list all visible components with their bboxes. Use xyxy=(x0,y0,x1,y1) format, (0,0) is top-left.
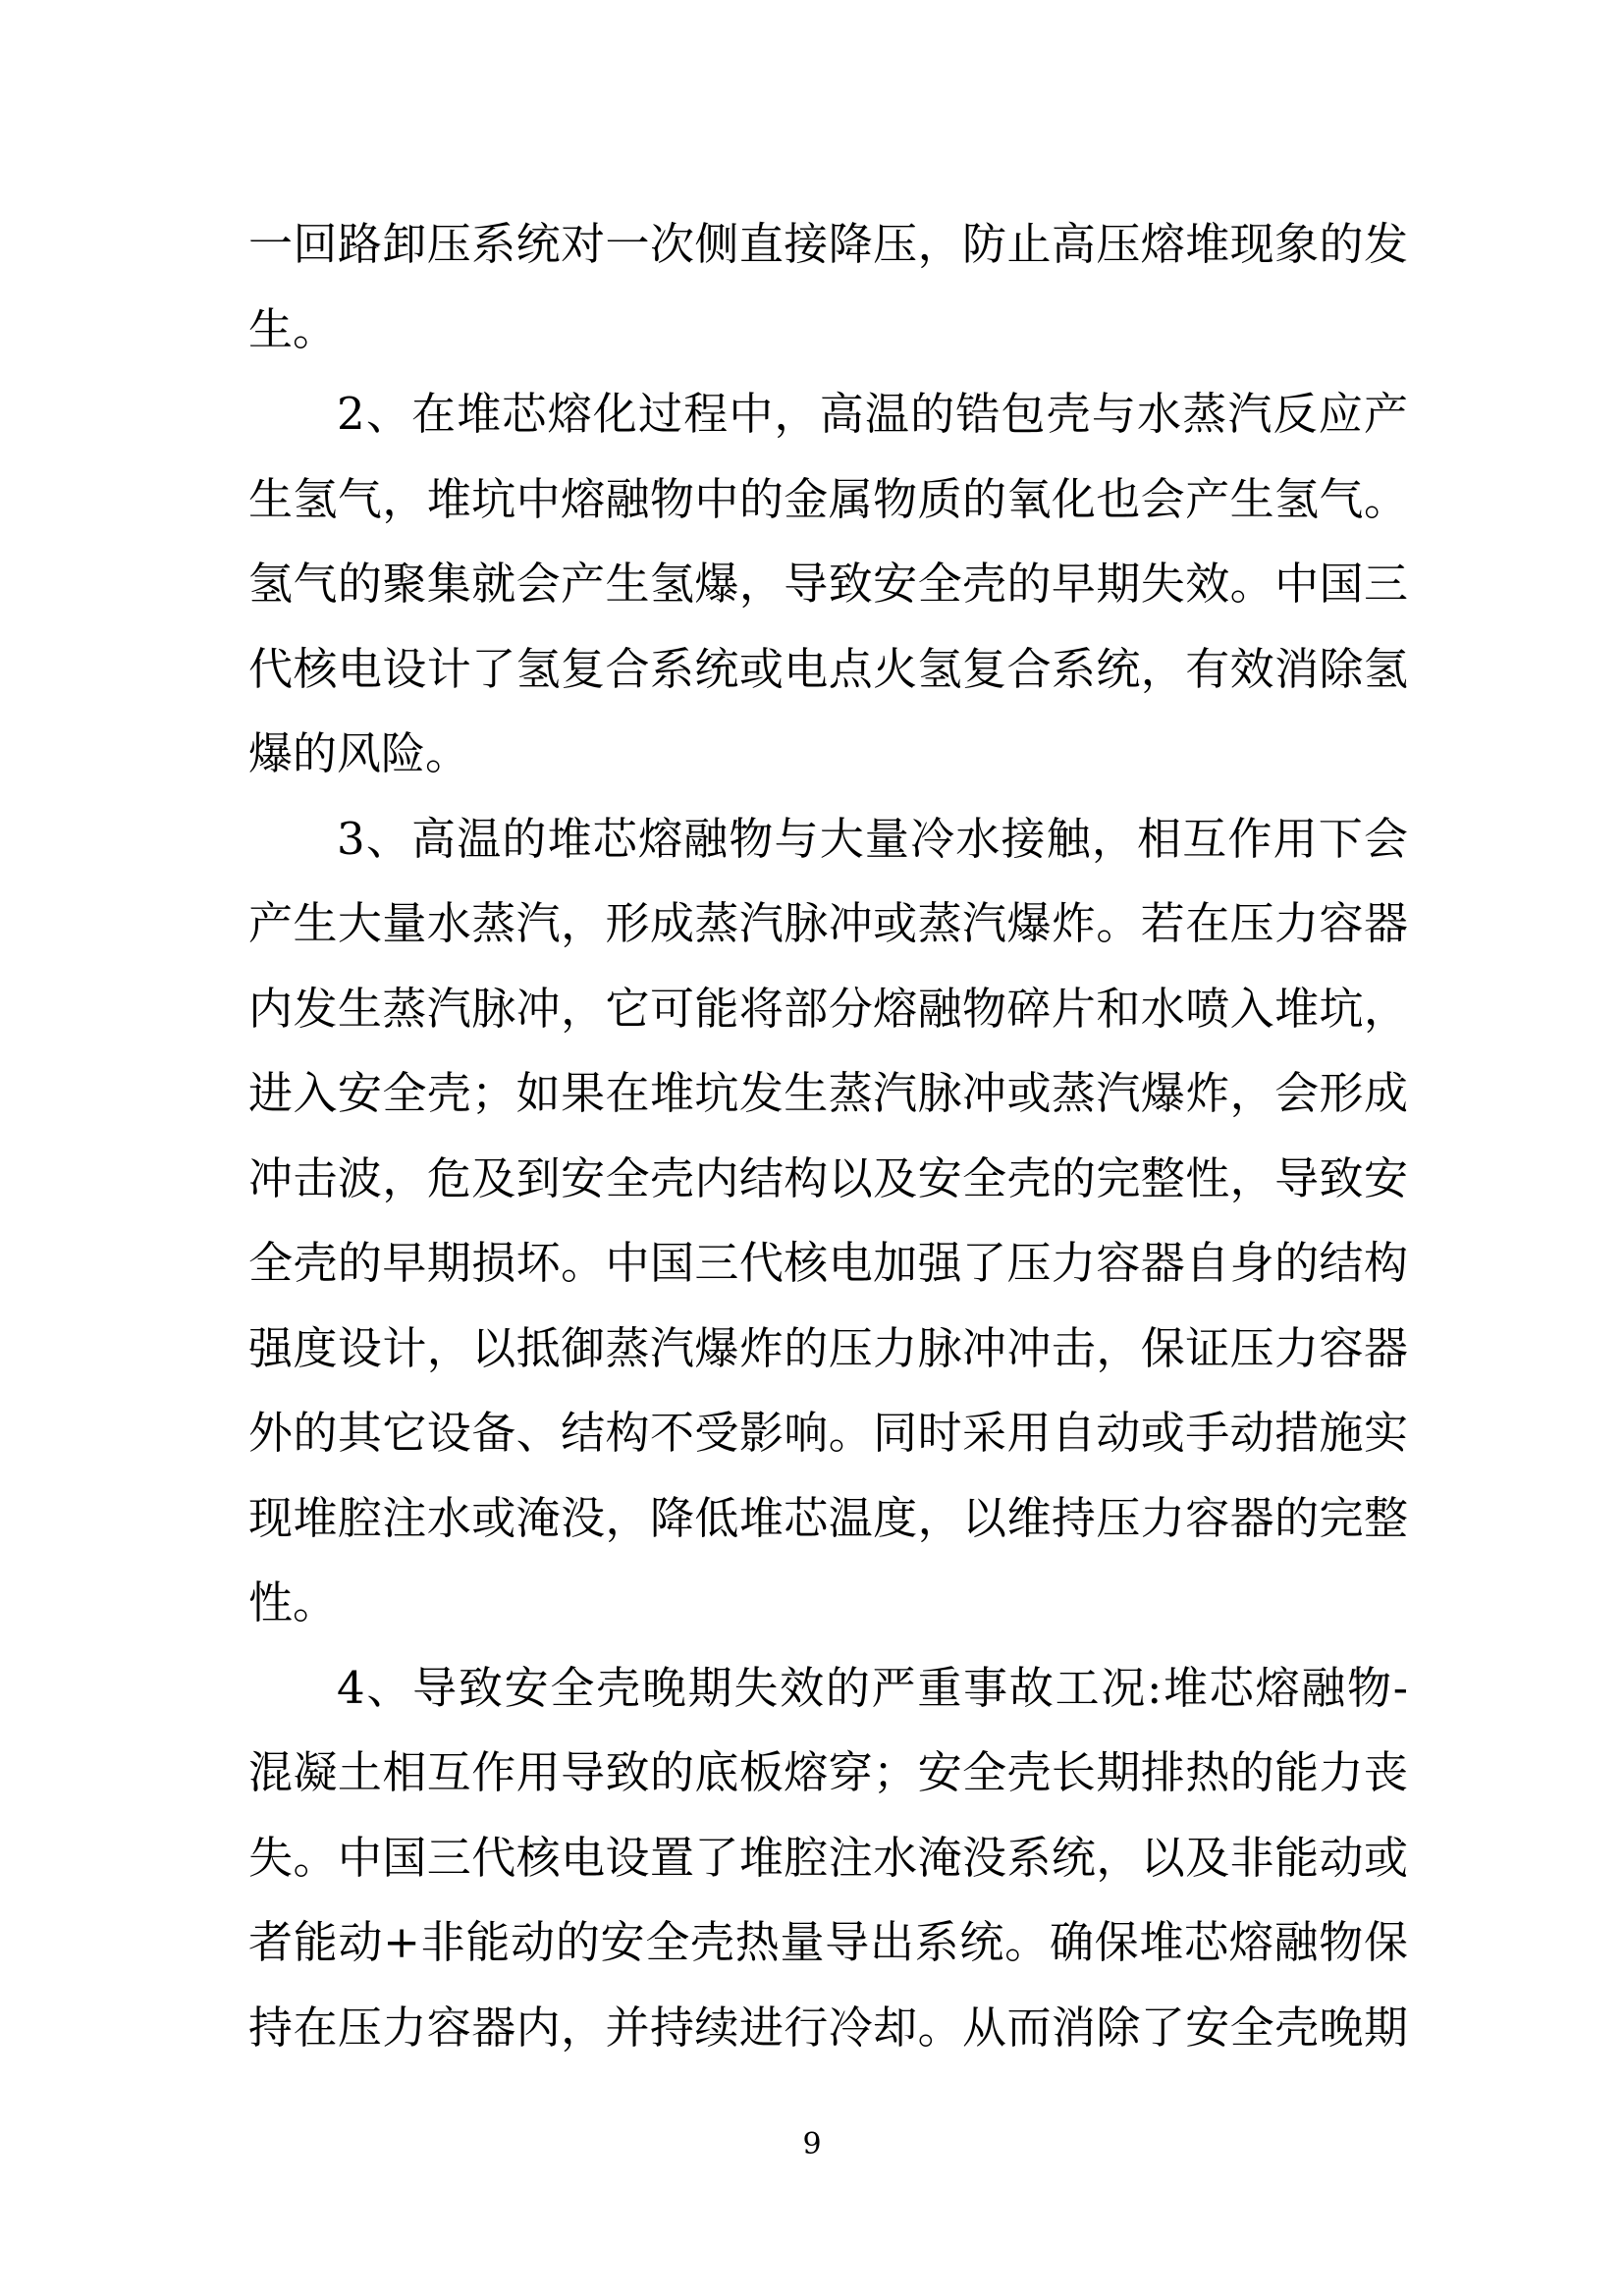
text-line: 进入安全壳；如果在堆坑发生蒸汽脉冲或蒸汽爆炸，会形成 xyxy=(248,1067,1408,1119)
text-line: 强度设计，以抵御蒸汽爆炸的压力脉冲冲击，保证压力容器 xyxy=(248,1321,1408,1374)
text-line: 3、高温的堆芯熔融物与大量冷水接触，相互作用下会 xyxy=(337,812,1408,865)
text-line: 失。中国三代核电设置了堆腔注水淹没系统，以及非能动或 xyxy=(248,1831,1408,1884)
paragraph-3 xyxy=(248,797,1408,1646)
paragraph-2 xyxy=(248,372,1408,797)
text-line: 外的其它设备、结构不受影响。同时采用自动或手动措施实 xyxy=(248,1407,1408,1459)
text-line: 代核电设计了氢复合系统或电点火氢复合系统，有效消除氢 xyxy=(248,642,1408,695)
document-body xyxy=(248,202,1408,2070)
text-line: 混凝土相互作用导致的底板熔穿；安全壳长期排热的能力丧 xyxy=(248,1746,1408,1798)
paragraph-1-continuation xyxy=(248,202,1408,372)
text-line: 内发生蒸汽脉冲，它可能将部分熔融物碎片和水喷入堆坑， xyxy=(248,982,1408,1035)
text-line: 性。 xyxy=(248,1576,338,1629)
text-line: 爆的风险。 xyxy=(248,727,470,779)
text-line: 4、导致安全壳晚期失效的严重事故工况:堆芯熔融物- xyxy=(337,1661,1408,1714)
text-line: 冲击波，危及到安全壳内结构以及安全壳的完整性，导致安 xyxy=(248,1151,1408,1204)
text-line: 一回路卸压系统对一次侧直接降压，防止高压熔堆现象的发 xyxy=(248,218,1408,270)
text-line: 者能动+非能动的安全壳热量导出系统。确保堆芯熔融物保 xyxy=(248,1916,1408,1968)
text-line: 生氢气，堆坑中熔融物中的金属物质的氧化也会产生氢气。 xyxy=(248,472,1408,525)
text-line: 产生大量水蒸汽，形成蒸汽脉冲或蒸汽爆炸。若在压力容器 xyxy=(248,897,1408,949)
text-line: 氢气的聚集就会产生氢爆，导致安全壳的早期失效。中国三 xyxy=(248,558,1408,610)
text-line: 生。 xyxy=(248,302,338,355)
text-line: 全壳的早期损坏。中国三代核电加强了压力容器自身的结构 xyxy=(248,1237,1408,1289)
page-number: 9 xyxy=(802,2127,822,2162)
text-line: 2、在堆芯熔化过程中，高温的锆包壳与水蒸汽反应产 xyxy=(337,388,1408,440)
text-line: 持在压力容器内，并持续进行冷却。从而消除了安全壳晚期 xyxy=(248,2001,1408,2054)
paragraph-4 xyxy=(248,1646,1408,2071)
text-line: 现堆腔注水或淹没，降低堆芯温度，以维持压力容器的完整 xyxy=(248,1491,1408,1544)
